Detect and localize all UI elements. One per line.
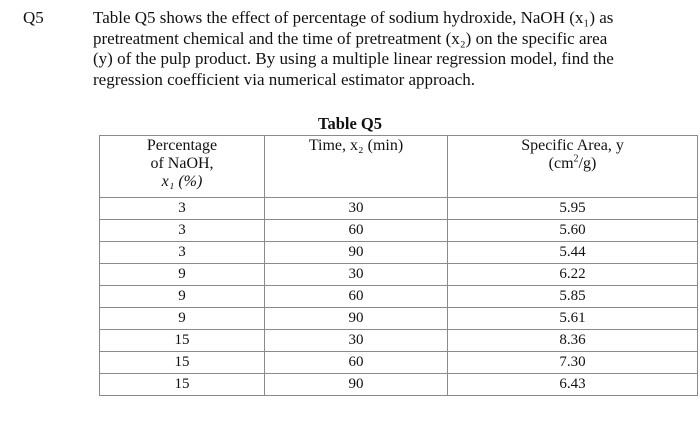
table-row — [100, 308, 698, 330]
header-time — [265, 136, 448, 198]
table-header-row — [100, 136, 698, 198]
question-number: Q5 — [23, 8, 44, 27]
header-text: x₁ (%) — [161, 173, 203, 190]
table-cell-x2: 90 — [265, 374, 448, 396]
data-table — [99, 135, 698, 396]
table-row — [100, 352, 698, 374]
table-cell-y: 7.30 — [448, 352, 698, 374]
table-cell-x2: 30 — [265, 330, 448, 352]
header-text: of NaOH, — [150, 155, 214, 172]
table-cell-x1: 15 — [100, 330, 265, 352]
table-cell-x2: 60 — [265, 286, 448, 308]
table-caption: Table Q5 — [317, 114, 383, 133]
table-row — [100, 198, 698, 220]
header-text: Time, x₂ (min) — [308, 137, 404, 154]
question-line: pretreatment chemical and the time of pretreatment (x₂) on the specific area — [93, 28, 608, 48]
unit-text: (cm — [548, 155, 574, 172]
table-row — [100, 374, 698, 396]
table-cell-x2: 30 — [265, 198, 448, 220]
table-cell-x2: 60 — [265, 220, 448, 242]
table-row — [100, 330, 698, 352]
table-cell-y: 5.60 — [448, 220, 698, 242]
question-line: (y) of the pulp product. By using a multiple linear regression model, find the — [93, 49, 614, 68]
question-line: Table Q5 shows the effect of percentage of sodium hydroxide, NaOH (x₁) as — [93, 8, 614, 27]
header-specific-area — [448, 136, 698, 198]
table-row — [100, 264, 698, 286]
table-cell-y: 5.95 — [448, 198, 698, 220]
table-cell-x1: 9 — [100, 308, 265, 330]
question-text — [93, 8, 673, 90]
unit-text: /g) — [578, 155, 597, 172]
header-unit — [448, 155, 697, 173]
table-cell-y: 5.44 — [448, 242, 698, 264]
header-naoh-percentage — [100, 136, 265, 198]
table-cell-y: 6.22 — [448, 264, 698, 286]
header-text: Specific Area, y — [521, 137, 624, 154]
table-cell-x1: 9 — [100, 264, 265, 286]
table-cell-x1: 15 — [100, 352, 265, 374]
table-cell-y: 5.61 — [448, 308, 698, 330]
header-text: Percentage — [146, 137, 218, 154]
unit-superscript: 2 — [573, 153, 579, 165]
table-row — [100, 242, 698, 264]
table-cell-x1: 3 — [100, 242, 265, 264]
table-cell-y: 5.85 — [448, 286, 698, 308]
table-row — [100, 286, 698, 308]
table-cell-x1: 9 — [100, 286, 265, 308]
table-cell-x2: 30 — [265, 264, 448, 286]
table-cell-y: 8.36 — [448, 330, 698, 352]
table-cell-x2: 90 — [265, 308, 448, 330]
table-cell-x2: 90 — [265, 242, 448, 264]
table-row — [100, 220, 698, 242]
table-cell-x1: 3 — [100, 198, 265, 220]
table-cell-x2: 60 — [265, 352, 448, 374]
table-cell-y: 6.43 — [448, 374, 698, 396]
table-cell-x1: 15 — [100, 374, 265, 396]
table-cell-x1: 3 — [100, 220, 265, 242]
question-line: regression coefficient via numerical estimator approach. — [93, 69, 476, 89]
